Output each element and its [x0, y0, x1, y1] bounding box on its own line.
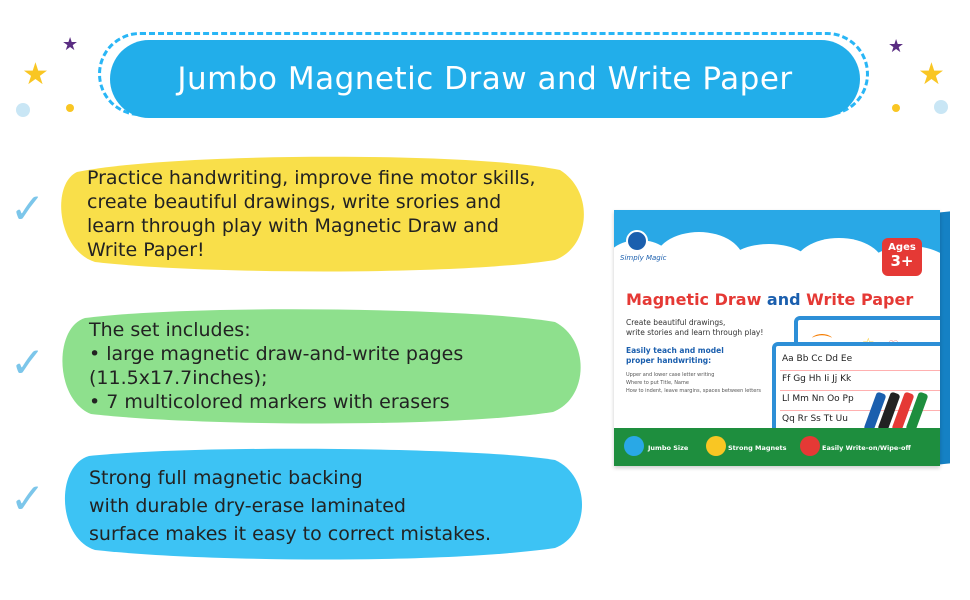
- feature-1-line: learn through play with Magnetic Draw and: [87, 215, 499, 237]
- feature-blob-1: [55, 152, 585, 274]
- product-subtitle: write stories and learn through play!: [626, 328, 764, 337]
- product-subtitle: Create beautiful drawings,: [626, 318, 726, 327]
- feature-3-line: surface makes it easy to correct mistakes.: [89, 523, 492, 545]
- strong-magnets-icon: [706, 436, 726, 456]
- feature-1-line: Write Paper!: [87, 239, 205, 261]
- product-title: [626, 290, 913, 309]
- feature-1-line: Practice handwriting, improve fine motor skills,: [87, 167, 536, 189]
- teach-bullet: Where to put Title, Name: [626, 380, 689, 386]
- teach-heading: proper handwriting:: [626, 356, 712, 365]
- alphabet-row: Qq Rr Ss Tt Uu: [782, 414, 848, 424]
- dot-icon: [16, 103, 30, 117]
- age-value: 3+: [890, 252, 914, 270]
- dot-icon: [934, 100, 948, 114]
- feature-2-line: (11.5x17.7inches);: [89, 367, 268, 389]
- jumbo-size-icon: [624, 436, 644, 456]
- badge-label: Strong Magnets: [728, 444, 787, 452]
- feature-2-line: • large magnetic draw-and-write pages: [89, 343, 464, 365]
- check-icon: ✓: [10, 338, 46, 387]
- title-banner: [110, 40, 860, 118]
- yellow-star-icon: ★: [918, 57, 945, 92]
- feature-blob-2: [55, 306, 585, 426]
- purple-star-icon: ★: [888, 36, 905, 57]
- teach-bullet: How to indent, leave margins, spaces between letters: [626, 388, 761, 394]
- feature-3-line: with durable dry-erase laminated: [89, 495, 406, 517]
- badge-label: Easily Write-on/Wipe-off: [822, 444, 911, 452]
- alphabet-row: Aa Bb Cc Dd Ee: [782, 354, 853, 364]
- brand-name: Simply Magic: [620, 254, 667, 262]
- check-icon: ✓: [10, 184, 46, 233]
- alphabet-row: Ll Mm Nn Oo Pp: [782, 394, 854, 404]
- dot-icon: [66, 104, 74, 112]
- wipe-off-icon: [800, 436, 820, 456]
- purple-star-icon: ★: [62, 34, 79, 55]
- check-icon: ✓: [10, 474, 46, 523]
- teach-heading: Easily teach and model: [626, 346, 724, 355]
- dot-icon: [892, 104, 900, 112]
- yellow-star-icon: ★: [22, 57, 49, 92]
- feature-2-line: The set includes:: [89, 319, 251, 341]
- feature-blob-3: [55, 446, 585, 562]
- feature-3-line: Strong full magnetic backing: [89, 467, 363, 489]
- product-title-part: Write Paper: [806, 290, 914, 309]
- teach-bullet: Upper and lower case letter writing: [626, 372, 715, 378]
- age-badge: [882, 238, 922, 276]
- badge-label: Jumbo Size: [648, 444, 689, 452]
- page-title: Jumbo Magnetic Draw and Write Paper: [177, 61, 793, 97]
- age-label: Ages: [888, 242, 916, 253]
- product-box: [614, 210, 940, 466]
- feature-2-line: • 7 multicolored markers with erasers: [89, 391, 450, 413]
- feature-1-line: create beautiful drawings, write srories and: [87, 191, 502, 213]
- alphabet-row: Ff Gg Hh Ii Jj Kk: [782, 374, 852, 384]
- brand-logo-icon: [626, 230, 648, 252]
- product-title-part: and: [766, 290, 807, 309]
- product-title-part: Magnetic Draw: [626, 290, 767, 309]
